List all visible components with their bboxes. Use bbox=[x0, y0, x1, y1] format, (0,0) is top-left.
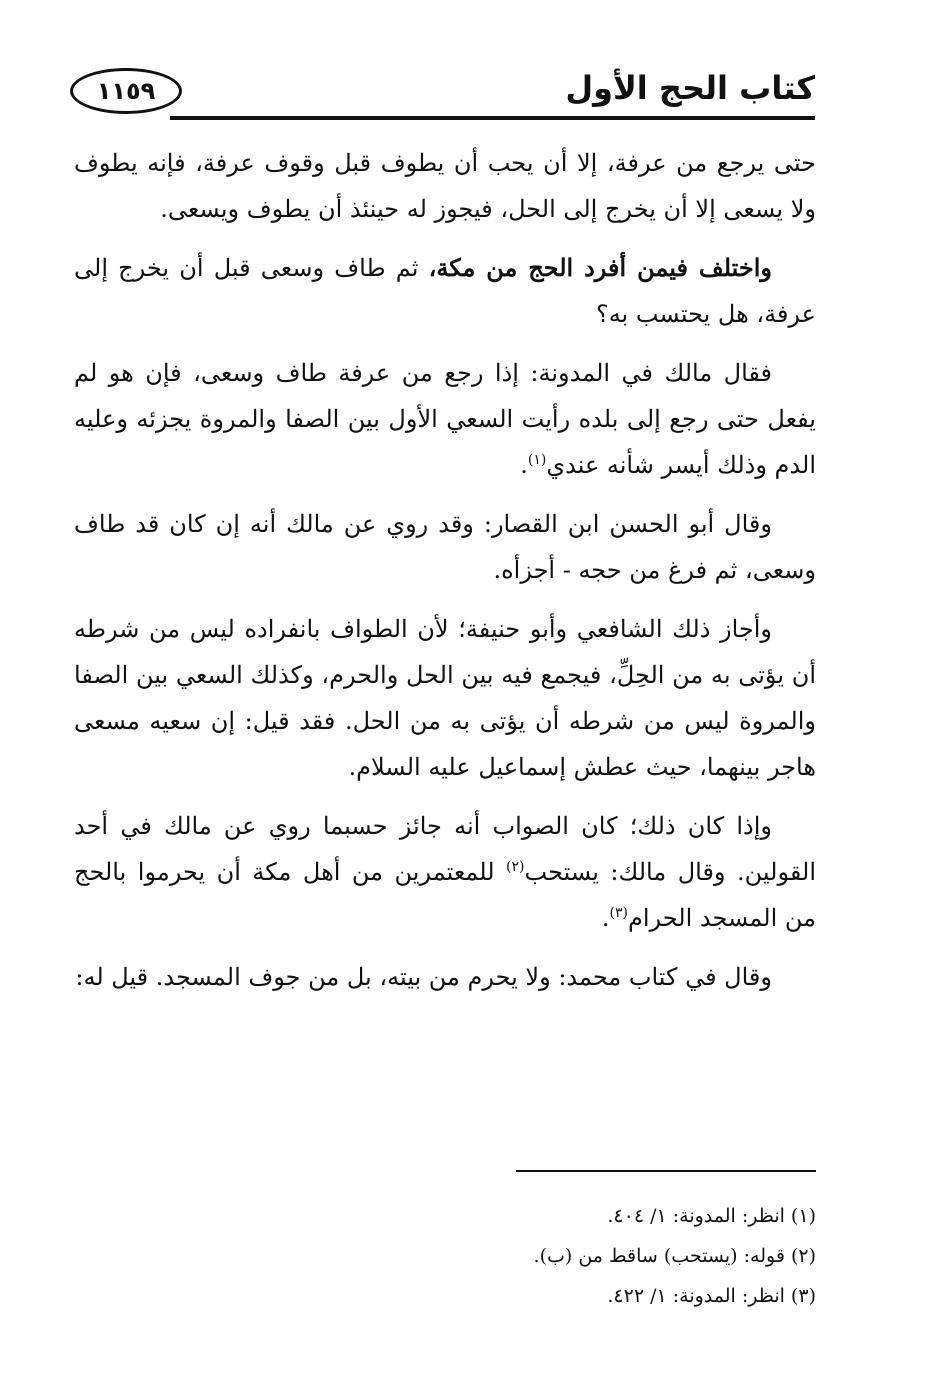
page-number: ١١٥٩ bbox=[70, 68, 182, 114]
paragraph-end: . bbox=[520, 451, 528, 479]
footnote-marker: (١) bbox=[527, 452, 547, 468]
paragraph-text: وإذا كان ذلك؛ كان الصواب أنه جائز حسبما روي عن مالك في أحد القولين. وقال مالك: يستحب bbox=[74, 812, 816, 886]
footnote-divider bbox=[516, 1170, 816, 1172]
paragraph-text: فقال مالك في المدونة: إذا رجع من عرفة طاف وسعى، فإن هو لم يفعل حتى رجع إلى بلده رأيت السعي الأول بين الصفا والمروة يجزئه وعليه الدم وذلك أيسر شأنه عندي bbox=[74, 359, 816, 479]
paragraph-end: . bbox=[601, 904, 610, 932]
footnote-marker: (٣) bbox=[609, 905, 629, 921]
footnote-1: (١) انظر: المدونة: ١/ ٤٠٤. bbox=[607, 1205, 816, 1227]
paragraph-text-continued: للمعتمرين من أهل مكة أن يحرموا بالحج من المسجد الحرام bbox=[74, 858, 816, 932]
main-text bbox=[74, 140, 816, 1013]
paragraph-text: وقال أبو الحسن ابن القصار: وقد روي عن مالك أنه إن كان قد طاف وسعى، ثم فرغ من حجه - أجزأه. bbox=[74, 510, 816, 584]
footnote-3: (٣) انظر: المدونة: ١/ ٤٢٢. bbox=[607, 1285, 816, 1307]
paragraph-text: حتى يرجع من عرفة، إلا أن يحب أن يطوف قبل وقوف عرفة، فإنه يطوف ولا يسعى إلا أن يخرج إلى الحل، فيجوز له حينئذ أن يطوف ويسعى. bbox=[74, 149, 816, 223]
paragraph-3 bbox=[74, 350, 816, 488]
page-header bbox=[70, 62, 815, 122]
paragraph-bold-lead: واختلف فيمن أفرد الحج من مكة، bbox=[428, 253, 772, 282]
paragraph-4 bbox=[74, 501, 816, 593]
paragraph-text: وأجاز ذلك الشافعي وأبو حنيفة؛ لأن الطواف بانفراده ليس من شرطه أن يؤتى به من الحِلِّ، فيجمع فيه بين الحل والحرم، وكذلك السعي بين الصفا والمروة ليس من شرطه أن يؤتى به من الحل. فقد قيل: إن سعيه مسعى هاجر بينهما، حيث عطش إسماعيل عليه السلام. bbox=[74, 615, 816, 781]
header-rule bbox=[170, 116, 815, 120]
book-title: كتاب الحج الأول bbox=[565, 69, 815, 107]
paragraph-text: ثم طاف وسعى قبل أن يخرج إلى عرفة، هل يحتسب به؟ bbox=[74, 254, 816, 328]
footnote-2: (٢) قوله: (يستحب) ساقط من (ب). bbox=[533, 1245, 816, 1267]
paragraph-6 bbox=[74, 803, 816, 941]
paragraph-5 bbox=[74, 606, 816, 790]
footnote-marker: (٢) bbox=[506, 859, 525, 875]
paragraph-2 bbox=[74, 245, 816, 337]
footnotes bbox=[74, 1196, 816, 1316]
paragraph-1 bbox=[74, 140, 816, 232]
paragraph-7 bbox=[74, 954, 816, 1000]
paragraph-text: وقال في كتاب محمد: ولا يحرم من بيته، بل من جوف المسجد. قيل له: bbox=[75, 963, 772, 991]
